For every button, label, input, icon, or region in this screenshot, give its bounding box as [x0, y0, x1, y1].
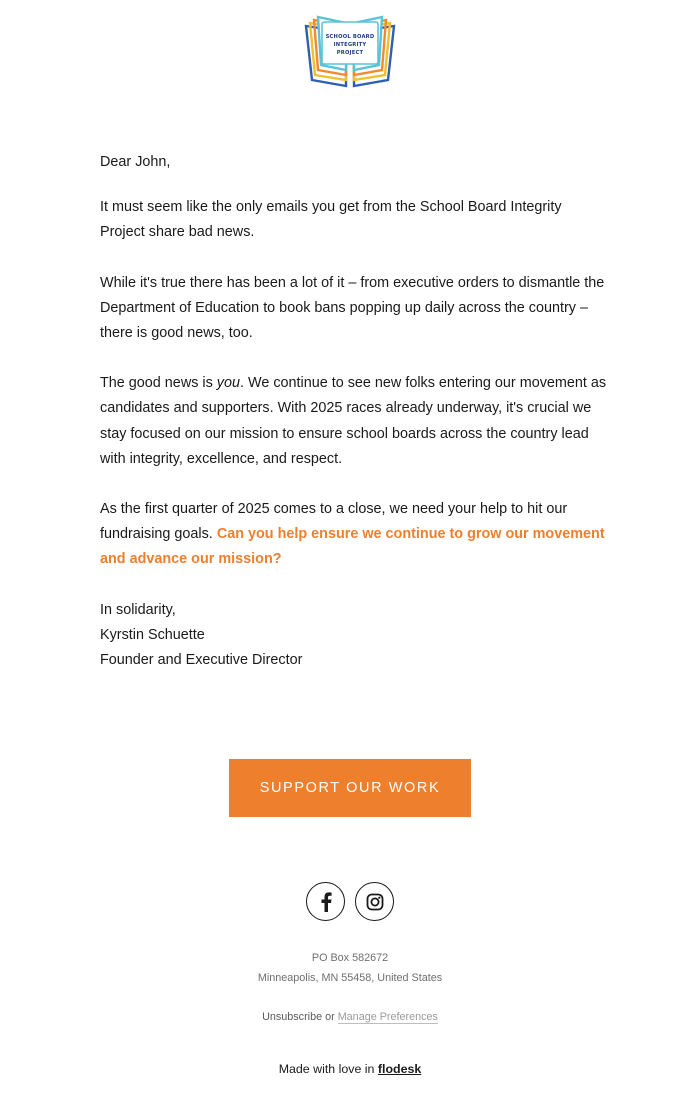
school-board-integrity-project-logo: [298, 14, 402, 90]
email-body: [100, 150, 610, 673]
logo-text-line1: SCHOOL BOARD: [325, 34, 375, 40]
address-line-2: Minneapolis, MN 55458, United States: [257, 972, 443, 984]
instagram-link[interactable]: [355, 882, 394, 921]
closing: In solidarity,: [100, 601, 176, 618]
signer-title: Founder and Executive Director: [100, 652, 303, 669]
paragraph-4: [100, 497, 610, 573]
p3-text-before: The good news is: [100, 375, 217, 392]
facebook-link[interactable]: [306, 882, 345, 921]
paragraph-3: [100, 371, 610, 472]
made-with-text: Made with love in: [278, 1062, 378, 1076]
signer-name: Kyrstin Schuette: [100, 626, 205, 643]
manage-preferences-link[interactable]: Manage Preferences: [337, 1011, 438, 1023]
paragraph-1: It must seem like the only emails you get from the School Board Integrity Project share bad news.: [100, 199, 562, 241]
logo-text-line2: INTEGRITY: [333, 42, 367, 48]
signature-block: [100, 598, 610, 674]
facebook-icon: [320, 892, 332, 912]
support-our-work-button[interactable]: SUPPORT OUR WORK: [229, 759, 471, 817]
flodesk-link[interactable]: flodesk: [377, 1062, 422, 1076]
unsubscribe-link[interactable]: Unsubscribe: [262, 1011, 323, 1023]
social-links: [0, 882, 700, 921]
paragraph-2: While it's true there has been a lot of it – from executive orders to dismantle the Department of Education to book bans popping up daily across the country – there is good news, too.: [100, 274, 605, 342]
made-with-credit: [0, 1060, 700, 1078]
instagram-icon: [366, 893, 384, 911]
mailing-address: [0, 948, 700, 988]
subscription-links: [0, 1008, 700, 1026]
logo-text-line3: PROJECT: [336, 50, 364, 56]
or-separator: or: [325, 1011, 338, 1023]
logo-container: [0, 14, 700, 94]
p4-text: As the first quarter of 2025 comes to a close, we need your help to hit our fundraising goals.: [100, 501, 568, 543]
greeting: Dear John,: [100, 154, 171, 170]
p4-highlight-ask: Can you help ensure we continue to grow our movement and advance our mission?: [100, 526, 605, 568]
p3-text-after: . We continue to see new folks entering our movement as candidates and supporters. With 2025 races already underway, it's crucial we stay focused on our mission to ensure school boards across the country lead with integrity, excellence, and respect.: [100, 375, 607, 467]
address-line-1: PO Box 582672: [311, 952, 389, 964]
p3-emphasis: you: [216, 375, 240, 392]
